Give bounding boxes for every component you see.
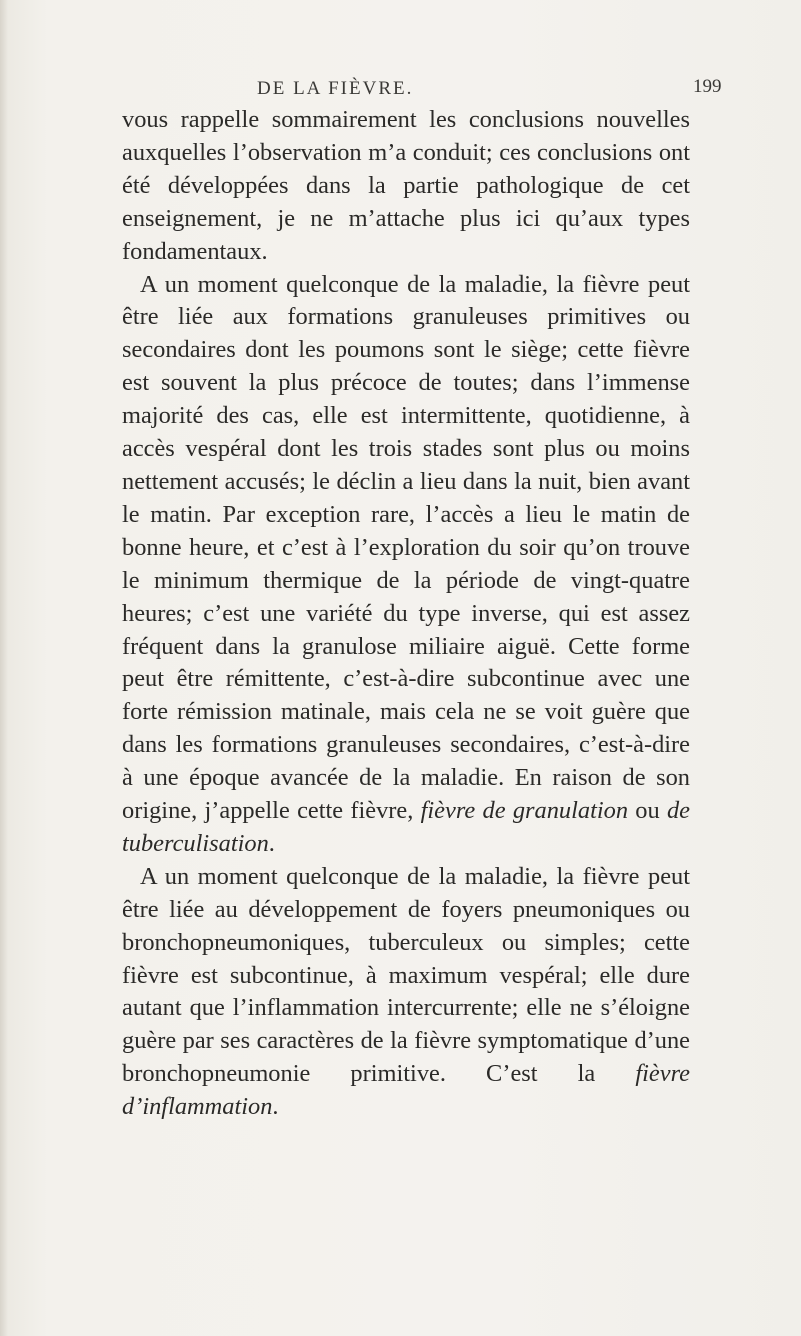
paragraph-2-end: . <box>268 829 275 857</box>
paragraph-1 <box>122 104 690 269</box>
paragraph-2-text: A un moment quelconque de la maladie, la fièvre peut être liée aux formations granuleuses primitives ou secondaires dont les poumons sont le siège; cette fièvre est souvent la plus précoce de toutes; dans l’immense majorité des cas, elle est intermittente, quotidienne, à accès vespéral dont les trois stades sont plus ou moins nettement accusés; le déclin a lieu dans la nuit, bien avant le matin. Par exception rare, l’accès a lieu le matin de bonne heure, et c’est à l’exploration du soir qu’on trouve le minimum thermique de la période de vingt-quatre heures; c’est une variété du type inverse, qui est assez fréquent dans la granulose miliaire aiguë. Cette forme peut être rémittente, c’est-à-dire subcontinue avec une forte rémission matinale, mais cela ne se voit guère que dans les formations granuleuses secondaires, c’est-à-dire à une époque avancée de la maladie. En raison de son origine, j’appelle cette fièvre, <box>122 270 690 825</box>
term-fievre-de-granulation: fièvre de granulation <box>420 797 629 825</box>
page-number: 199 <box>693 76 722 97</box>
running-title: DE LA FIÈVRE. <box>257 78 414 99</box>
term-fievre-d-inflammation: fièvre d’inflammation <box>122 1060 690 1121</box>
running-header <box>0 76 801 106</box>
paragraph-2-connector: ou <box>628 797 667 825</box>
paragraph-1-text: vous rappelle sommairement les conclusions nouvelles auxquelles l’observation m’a conduit; ces conclusions ont été développées dans la partie pathologique de cet enseignement, je ne m’attache plus ici qu’aux types fondamentaux. <box>122 106 690 265</box>
paragraph-3-end: . <box>272 1093 279 1121</box>
paragraph-3-text: A un moment quelconque de la maladie, la fièvre peut être liée au développement de foyers pneumoniques ou bronchopneumoniques, tuberculeux ou simples; cette fièvre est subcontinue, à maximum vespéral; elle dure autant que l’inflammation intercurrente; elle ne s’éloigne guère par ses caractères de la fièvre symptomatique d’une bronchopneumonie primitive. C’est la <box>122 862 690 1088</box>
page-binding-shadow <box>0 0 8 1336</box>
paragraph-2 <box>122 269 690 861</box>
paragraph-3 <box>122 861 690 1124</box>
term-de-tuberculisation: de tuberculisation <box>122 797 690 857</box>
body-text <box>122 104 690 1124</box>
